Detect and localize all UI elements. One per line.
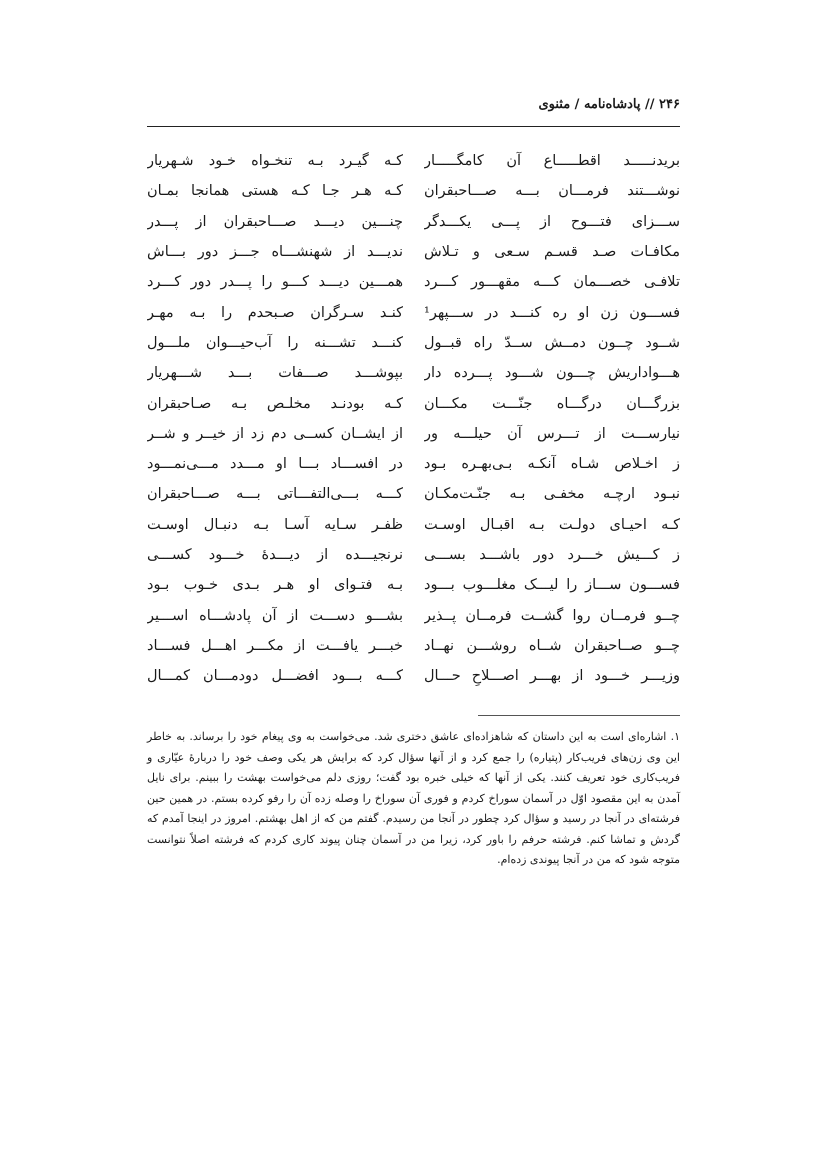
- poem: [147, 146, 680, 691]
- hemistich-right: ســـزای فتـــوح از پـــی یکـــدگر: [424, 213, 680, 230]
- hemistich-left: در افســـاد بـــا او مـــدد مـــی‌نمـــود: [147, 456, 403, 473]
- hemistich-left: کـه گیـرد بـه تنخـواه خـود شـهریار: [147, 153, 403, 170]
- verse-line: [147, 388, 680, 418]
- hemistich-right: مکافـات صـد قسـم سـعی و تـلاش: [424, 244, 680, 261]
- hemistich-right: فســـون ســـاز را لیـــک مغلـــوب بـــود: [424, 577, 680, 594]
- hemistich-right: نبـود ارچـه مخفـی بـه جنّـت‌مکـان: [424, 486, 680, 503]
- hemistich-right: فســـون زن او ره کنـــد در ســـپهر¹: [424, 304, 680, 321]
- hemistich-left: بپوشـــد صـــفات بـــد شـــهریار: [147, 365, 403, 382]
- running-header: ۲۴۶ // پادشاه‌نامه / مثنوی: [538, 97, 680, 112]
- hemistich-left: کـــه بـــود افضـــل دودمـــان کمـــال: [147, 668, 403, 685]
- hemistich-left: چنـــین دیـــد صـــاحبقران از پـــدر: [147, 213, 403, 230]
- verse-line: [147, 510, 680, 540]
- verse-line: [147, 540, 680, 570]
- verse-line: [147, 570, 680, 600]
- hemistich-left: بشـــو دســـت از آن پادشـــاه اســـیر: [147, 607, 403, 624]
- hemistich-right: ز کـــیش خـــرد دور باشـــد بســـی: [424, 547, 680, 563]
- verse-line: [147, 297, 680, 327]
- hemistich-right: وزیـــر خـــود از بهـــر اصـــلاحِ حـــال: [424, 668, 680, 685]
- hemistich-left: ندیـــد از شهنشـــاه جـــز دور بـــاش: [147, 244, 403, 261]
- hemistich-left: کـــه بـــی‌التفـــاتی بـــه صـــاحبقران: [147, 486, 403, 503]
- verse-line: [147, 600, 680, 630]
- hemistich-right: کـه احیـای دولـت بـه اقبـال اوسـت: [424, 516, 680, 533]
- verse-line: [147, 358, 680, 388]
- hemistich-left: کنـد سـرگران صـبحدم را بـه مهـر: [147, 304, 403, 321]
- verse-line: [147, 237, 680, 267]
- hemistich-left: کنـــد تشـــنه را آب‌حیـــوان ملـــول: [147, 334, 403, 351]
- footnote: ۱. اشاره‌ای است به این داستان که شاهزاده‌ای عاشق دختری شد. می‌خواست به وی پیغام خود را برساند. به خاطر این وی زن‌های فریب‌کار (پتیاره) را جمع کرد و از آنها سؤال کرد که برایش هر یکی وصف خود را دربارهٔ عیّاری و فریب‌کاری خود تعریف کنند. یکی از آنها که خیلی خبره بود گفت؛ روزی دلم می‌خواست بهشت را ببینم. برای نایل آمدن به این مقصود اوّل در آسمان سوراخ کردم و فوری آن سوراخ را وصله زده آن را رفو کرده بستم. در همین حین فرشته‌ای در آنجا در رسید و سؤال کرد چطور در آنجا من رسیدم. گفتم من که از اهل بهشتم. امروز در اینجا آمدم که گردش و تماشا کنم. فرشته حرفم را باور کرد، زیرا من در آسمان چنان پیوند کاری کردم که فرشته اصلاً نتوانست متوجه شود که من در آنجا پیوندی زده‌ام.: [147, 730, 680, 866]
- hemistich-right: بزرگـــان درگـــاه جنّـــت مکـــان: [424, 395, 680, 412]
- hemistich-left: ظفـر سـایه آسـا بـه دنبـال اوسـت: [147, 516, 403, 533]
- hemistich-left: خبـــر یافـــت از مکـــر اهـــل فســـاد: [147, 637, 403, 654]
- hemistich-right: ز اخـلاص شـاه آنکـه بـی‌بهـره بـود: [424, 456, 680, 473]
- hemistich-right: چــو فرمــان روا گشــت فرمــان پــذیر: [424, 607, 680, 624]
- verse-line: [147, 631, 680, 661]
- verse-line: [147, 449, 680, 479]
- hemistich-right: نوشـــتند فرمـــان بـــه صـــاحبقران: [424, 183, 680, 200]
- verse-line: [147, 207, 680, 237]
- verse-line: [147, 267, 680, 297]
- hemistich-left: همـــین دیـــد کـــو را پـــدر دور کـــرد: [147, 274, 403, 291]
- hemistich-left: کـه هـر جـا کـه هستی همانجا بمـان: [147, 183, 403, 200]
- hemistich-right: بریدنـــــد اقطـــــاع آن کامگـــــار: [424, 153, 680, 170]
- header-rule: [147, 126, 680, 127]
- verse-line: [147, 146, 680, 176]
- hemistich-left: بـه فتـوای او هـر بـدی خـوب بـود: [147, 577, 403, 594]
- hemistich-right: هـــواداریش چـــون شـــود پـــرده دار: [424, 365, 680, 382]
- footnote-rule: [478, 715, 680, 716]
- verse-line: [147, 479, 680, 509]
- hemistich-left: کـه بودنـد مخلـص بـه صـاحبقران: [147, 395, 403, 412]
- hemistich-right: شــود چــون دمــش ســدّ راه قبــول: [424, 334, 680, 351]
- hemistich-right: تلافـی خصـــمان کـــه مقهـــور کـــرد: [424, 274, 680, 291]
- verse-line: [147, 328, 680, 358]
- hemistich-right: چــو صــاحبقران شــاه روشـــن نهــاد: [424, 637, 680, 654]
- verse-line: [147, 176, 680, 206]
- hemistich-left: از ایشــان کســی دم زد از خیــر و شــر: [147, 425, 403, 442]
- hemistich-left: نرنجیـــده از دیـــدهٔ خـــود کســـی: [147, 547, 403, 563]
- verse-line: [147, 661, 680, 691]
- verse-line: [147, 419, 680, 449]
- hemistich-right: نیارســـت از تـــرس آن حیلـــه ور: [424, 425, 680, 442]
